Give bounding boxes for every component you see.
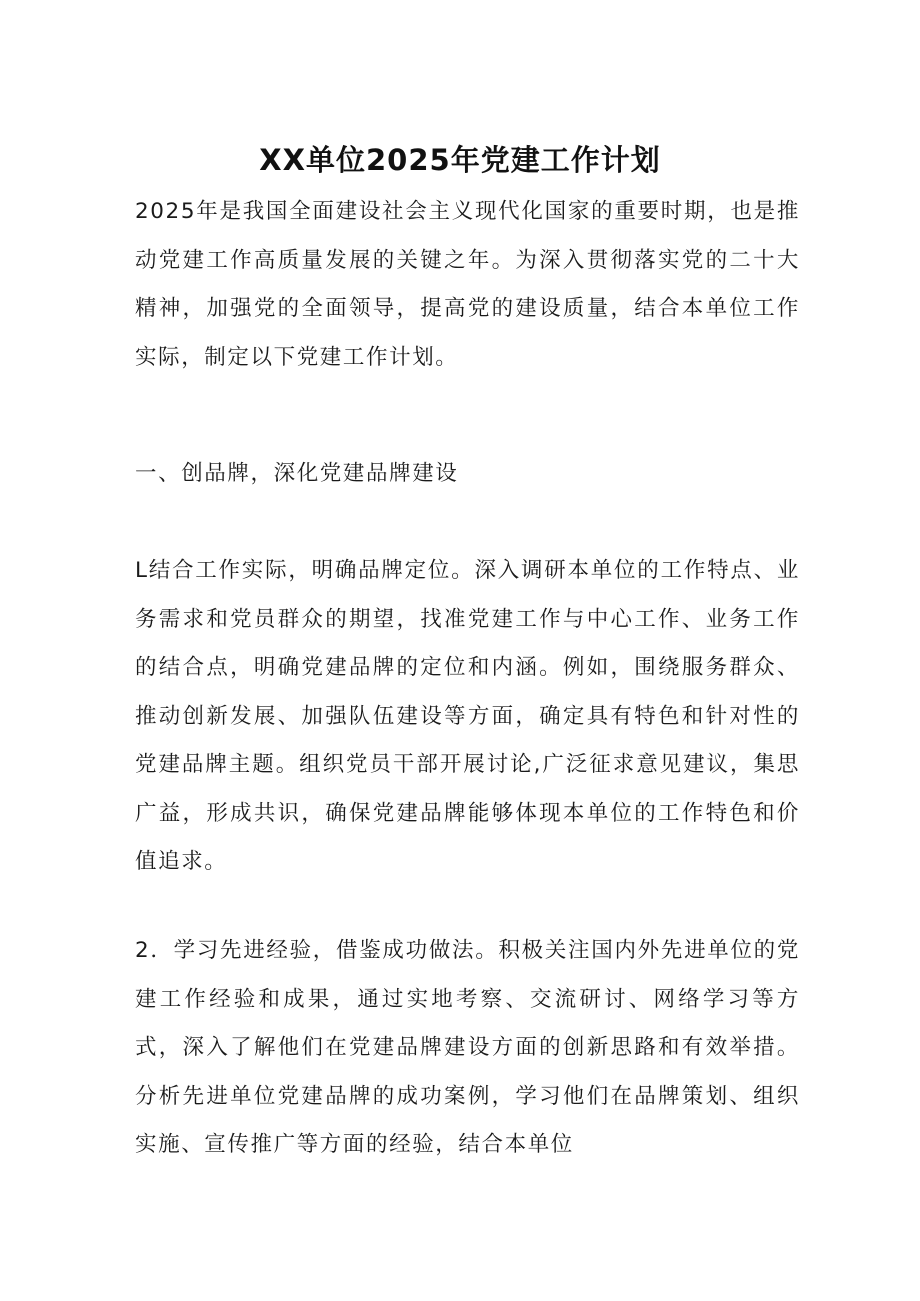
page-title: XX单位2025年党建工作计划 <box>259 143 661 177</box>
intro-paragraph: 2025年是我国全面建设社会主义现代化国家的重要时期，也是推动党建工作高质量发展的关键之年。为深入贯彻落实党的二十大精神，加强党的全面领导，提高党的建设质量，结合本单位工作实际，制定以下党建工作计划。 <box>135 199 800 370</box>
list-item-2-paragraph: 2．学习先进经验，借鉴成功做法。积极关注国内外先进单位的党建工作经验和成果，通过实地考察、交流研讨、网络学习等方式，深入了解他们在党建品牌建设方面的创新思路和有效举措。分析先进单位党建品牌的成功案例，学习他们在品牌策划、组织实施、宣传推广等方面的经验，结合本单位 <box>135 938 800 1157</box>
list-item-1-paragraph: L结合工作实际，明确品牌定位。深入调研本单位的工作特点、业务需求和党员群众的期望，找准党建工作与中心工作、业务工作的结合点，明确党建品牌的定位和内涵。例如，围绕服务群众、推动创新发展、加强队伍建设等方面，确定具有特色和针对性的党建品牌主题。组织党员干部开展讨论,广泛征求意见建议，集思广益，形成共识，确保党建品牌能够体现本单位的工作特色和价值追求。 <box>135 558 800 874</box>
section-heading: 一、创品牌，深化党建品牌建设 <box>135 461 459 486</box>
